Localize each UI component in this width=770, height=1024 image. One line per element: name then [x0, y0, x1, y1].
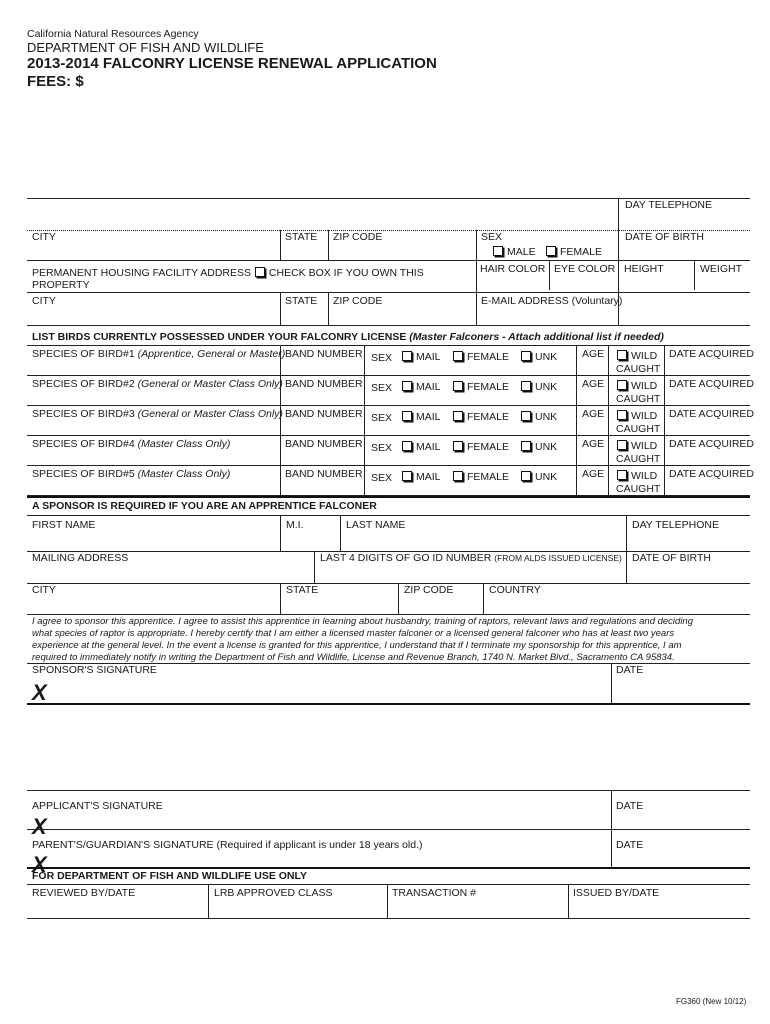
bird-age-label: AGE — [582, 438, 605, 450]
rule — [208, 884, 209, 918]
rule — [27, 918, 750, 919]
checkbox-icon[interactable] — [521, 441, 531, 451]
sponsor-city-label: CITY — [32, 584, 56, 596]
own-property-checkbox[interactable] — [255, 267, 265, 277]
bird-sex-unk-option[interactable]: UNK — [520, 471, 557, 483]
rule — [328, 230, 329, 260]
rule — [664, 435, 665, 465]
rule — [280, 375, 281, 405]
rule — [608, 465, 609, 495]
bird-sex-male-option[interactable]: MAIL — [401, 471, 441, 483]
rule — [664, 405, 665, 435]
city2-label: CITY — [32, 295, 56, 307]
checkbox-icon[interactable] — [521, 471, 531, 481]
rule — [328, 292, 329, 325]
wild-caught-label: CAUGHT — [616, 423, 661, 435]
rule — [387, 884, 388, 918]
rule — [664, 375, 665, 405]
wild-caught-option[interactable]: WILD — [616, 440, 657, 452]
rule — [27, 260, 476, 261]
rule — [608, 375, 609, 405]
rule — [280, 292, 281, 325]
rule — [280, 583, 281, 614]
zip-label: ZIP CODE — [333, 231, 383, 243]
rule — [483, 583, 484, 614]
rule — [608, 345, 609, 375]
bird-age-label: AGE — [582, 348, 605, 360]
wild-caught-option[interactable]: WILD — [616, 350, 657, 362]
sponsor-last-name-label: LAST NAME — [346, 519, 406, 531]
sponsor-signature-field[interactable] — [27, 663, 611, 703]
rule — [27, 515, 750, 516]
rule — [27, 614, 750, 615]
sponsor-header: A SPONSOR IS REQUIRED IF YOU ARE AN APPRENTICE FALCONER — [32, 500, 377, 512]
bird-sex-unk-option[interactable]: UNK — [520, 441, 557, 453]
rule — [27, 583, 750, 584]
bird-age-label: AGE — [582, 468, 605, 480]
rule — [694, 260, 695, 290]
checkbox-icon[interactable] — [617, 470, 627, 480]
date-acquired-label: DATE ACQUIRED — [669, 408, 754, 420]
rule — [27, 435, 750, 436]
city-label: CITY — [32, 231, 56, 243]
bird-sex-label: SEX — [371, 352, 393, 364]
rule — [476, 230, 477, 325]
rule — [27, 292, 750, 293]
rule — [364, 345, 365, 375]
rule — [27, 867, 750, 869]
wild-caught-label: CAUGHT — [616, 453, 661, 465]
bird-sex-male-option[interactable]: MAIL — [401, 411, 441, 423]
housing-label-cont: PROPERTY — [32, 279, 90, 291]
rule — [27, 465, 750, 466]
zip2-label: ZIP CODE — [333, 295, 383, 307]
hair-color-label: HAIR COLOR — [480, 263, 546, 275]
fees-label: FEES: $ — [27, 73, 84, 90]
bird-sex-unk-option[interactable]: UNK — [520, 381, 557, 393]
sponsor-zip-label: ZIP CODE — [404, 584, 454, 596]
checkbox-icon[interactable] — [453, 471, 463, 481]
rule — [626, 515, 627, 583]
email-label: E-MAIL ADDRESS (Voluntary) — [481, 295, 623, 307]
rule — [280, 465, 281, 495]
sponsor-signature-x: X — [32, 680, 47, 705]
checkbox-icon[interactable] — [617, 380, 627, 390]
weight-label: WEIGHT — [700, 263, 742, 275]
state2-label: STATE — [285, 295, 318, 307]
checkbox-icon[interactable] — [402, 441, 412, 451]
agency-name: California Natural Resources Agency — [27, 28, 199, 40]
checkbox-icon[interactable] — [453, 411, 463, 421]
bird-age-label: AGE — [582, 408, 605, 420]
checkbox-icon[interactable] — [402, 411, 412, 421]
sex-label: SEX — [481, 231, 503, 243]
bird-sex-label: SEX — [371, 382, 393, 394]
bird-sex-unk-option[interactable]: UNK — [520, 411, 557, 423]
sponsor-dob-label: DATE OF BIRTH — [632, 552, 711, 564]
sex-male-option[interactable]: MALE — [492, 246, 536, 258]
birds-header: LIST BIRDS CURRENTLY POSSESSED UNDER YOUR FALCONRY LICENSE (Master Falconers - Attach additional list if needed) — [32, 331, 664, 343]
checkbox-icon[interactable] — [402, 471, 412, 481]
rule — [364, 465, 365, 495]
issued-by-label: ISSUED BY/DATE — [573, 887, 660, 899]
bird-sex-female-option[interactable]: FEMALE — [452, 441, 509, 453]
sponsor-day-telephone-label: DAY TELEPHONE — [632, 519, 719, 531]
sponsor-first-name-label: FIRST NAME — [32, 519, 96, 531]
sponsor-goid-label: LAST 4 DIGITS OF GO ID NUMBER (FROM ALDS ISSUED LICENSE) — [320, 552, 622, 564]
bird-sex-unk-option[interactable]: UNK — [520, 351, 557, 363]
rule — [340, 515, 341, 551]
rule — [576, 465, 577, 495]
checkbox-icon[interactable] — [453, 441, 463, 451]
rule — [280, 515, 281, 551]
rule — [618, 230, 619, 325]
sponsor-country-label: COUNTRY — [489, 584, 541, 596]
bird-sex-male-option[interactable]: MAIL — [401, 381, 441, 393]
rule — [27, 496, 750, 498]
rule — [27, 884, 750, 885]
bird-species-label: SPECIES OF BIRD#1 (Apprentice, General or Master) — [32, 348, 286, 360]
checkbox-icon[interactable] — [402, 381, 412, 391]
rule — [27, 405, 750, 406]
sponsor-state-label: STATE — [286, 584, 319, 596]
checkbox-icon[interactable] — [453, 351, 463, 361]
checkbox-icon[interactable] — [453, 381, 463, 391]
rule — [608, 435, 609, 465]
rule — [27, 375, 750, 376]
date-acquired-label: DATE ACQUIRED — [669, 348, 754, 360]
sex-female-option[interactable]: FEMALE — [545, 246, 602, 258]
wild-caught-option[interactable]: WILD — [616, 410, 657, 422]
eye-color-label: EYE COLOR — [554, 263, 616, 275]
rule — [27, 325, 750, 326]
rule — [476, 260, 750, 261]
rule — [549, 260, 550, 290]
rule — [27, 345, 750, 346]
bird-sex-label: SEX — [371, 412, 393, 424]
height-label: HEIGHT — [624, 263, 664, 275]
checkbox-icon[interactable] — [546, 246, 556, 256]
parent-signature-x: X — [32, 852, 47, 877]
sponsor-signature-label: SPONSOR'S SIGNATURE — [32, 664, 157, 676]
rule — [576, 405, 577, 435]
rule — [568, 884, 569, 918]
checkbox-icon[interactable] — [617, 350, 627, 360]
wild-caught-option[interactable]: WILD — [616, 380, 657, 392]
rule — [364, 375, 365, 405]
date-acquired-label: DATE ACQUIRED — [669, 438, 754, 450]
date-acquired-label: DATE ACQUIRED — [669, 378, 754, 390]
applicant-date-label: DATE — [616, 800, 644, 812]
bird-species-label: SPECIES OF BIRD#2 (General or Master Class Only) — [32, 378, 283, 390]
day-telephone-field[interactable] — [618, 198, 750, 230]
rule — [364, 405, 365, 435]
bird-species-label: SPECIES OF BIRD#5 (Master Class Only) — [32, 468, 231, 480]
checkbox-icon[interactable] — [617, 440, 627, 450]
transaction-label: TRANSACTION # — [392, 887, 477, 899]
rule — [664, 345, 665, 375]
checkbox-icon[interactable] — [493, 246, 503, 256]
band-number-label: BAND NUMBER — [285, 468, 363, 480]
parent-date-label: DATE — [616, 839, 644, 851]
sponsor-agreement-text: I agree to sponsor this apprentice. I agree to assist this apprentice in learning about husbandry, training of raptors, relevant laws and regulations and deciding what species of raptor is appropriate. I hereby certify that I am either a licensed master falconer or a licensed general falconer who has at least two years experience at the general level. In the event a license is granted for this apprentice, I understand that if I terminate my sponsorship for this apprentice, I am required to immediately notify in writing the Department of Fish and Wildlife, License and Revenue Branch, 1740 N. Market Blvd., Sacramento CA 95834. — [32, 616, 694, 663]
bird-sex-female-option[interactable]: FEMALE — [452, 471, 509, 483]
form-title: 2013-2014 FALCONRY LICENSE RENEWAL APPLICATION — [27, 55, 437, 72]
state-label: STATE — [285, 231, 318, 243]
rule — [576, 345, 577, 375]
bird-sex-male-option[interactable]: MAIL — [401, 441, 441, 453]
applicant-signature-label: APPLICANT'S SIGNATURE — [32, 800, 163, 812]
wild-caught-label: CAUGHT — [616, 363, 661, 375]
sponsor-date-label: DATE — [616, 664, 644, 676]
sponsor-mi-label: M.I. — [286, 519, 304, 531]
lrb-class-label: LRB APPROVED CLASS — [214, 887, 333, 899]
bird-sex-female-option[interactable]: FEMALE — [452, 381, 509, 393]
checkbox-icon[interactable] — [521, 351, 531, 361]
bird-species-label: SPECIES OF BIRD#3 (General or Master Class Only) — [32, 408, 283, 420]
department-name: DEPARTMENT OF FISH AND WILDLIFE — [27, 40, 264, 55]
rule — [280, 345, 281, 375]
bird-sex-female-option[interactable]: FEMALE — [452, 411, 509, 423]
checkbox-icon[interactable] — [521, 411, 531, 421]
rule — [27, 703, 750, 705]
rule — [664, 465, 665, 495]
rule — [608, 405, 609, 435]
reviewed-by-label: REVIEWED BY/DATE — [32, 887, 136, 899]
rule — [280, 405, 281, 435]
rule — [364, 435, 365, 465]
bird-sex-female-option[interactable]: FEMALE — [452, 351, 509, 363]
checkbox-icon[interactable] — [402, 351, 412, 361]
band-number-label: BAND NUMBER — [285, 378, 363, 390]
rule — [576, 375, 577, 405]
parent-signature-label: PARENT'S/GUARDIAN'S SIGNATURE (Required if applicant is under 18 years old.) — [32, 839, 423, 851]
applicant-signature-field[interactable] — [27, 790, 611, 828]
band-number-label: BAND NUMBER — [285, 348, 363, 360]
rule — [611, 663, 612, 703]
wild-caught-label: CAUGHT — [616, 483, 661, 495]
rule — [280, 435, 281, 465]
housing-label: PERMANENT HOUSING FACILITY ADDRESS CHECK BOX IF YOU OWN THIS — [32, 267, 424, 279]
rule — [280, 230, 281, 260]
band-number-label: BAND NUMBER — [285, 438, 363, 450]
sponsor-mailing-label: MAILING ADDRESS — [32, 552, 129, 564]
applicant-signature-x: X — [32, 814, 47, 839]
checkbox-icon[interactable] — [521, 381, 531, 391]
bird-age-label: AGE — [582, 378, 605, 390]
wild-caught-option[interactable]: WILD — [616, 470, 657, 482]
date-acquired-label: DATE ACQUIRED — [669, 468, 754, 480]
rule — [398, 583, 399, 614]
wild-caught-label: CAUGHT — [616, 393, 661, 405]
form-number: FG360 (New 10/12) — [676, 997, 747, 1006]
office-use-header: FOR DEPARTMENT OF FISH AND WILDLIFE USE ONLY — [32, 870, 307, 882]
checkbox-icon[interactable] — [617, 410, 627, 420]
dob-label: DATE OF BIRTH — [625, 231, 704, 243]
parent-signature-field[interactable] — [27, 829, 611, 867]
rule — [576, 435, 577, 465]
bird-species-label: SPECIES OF BIRD#4 (Master Class Only) — [32, 438, 231, 450]
bird-sex-label: SEX — [371, 472, 393, 484]
bird-sex-male-option[interactable]: MAIL — [401, 351, 441, 363]
day-telephone-label: DAY TELEPHONE — [625, 199, 712, 211]
rule — [314, 551, 315, 583]
bird-sex-label: SEX — [371, 442, 393, 454]
band-number-label: BAND NUMBER — [285, 408, 363, 420]
